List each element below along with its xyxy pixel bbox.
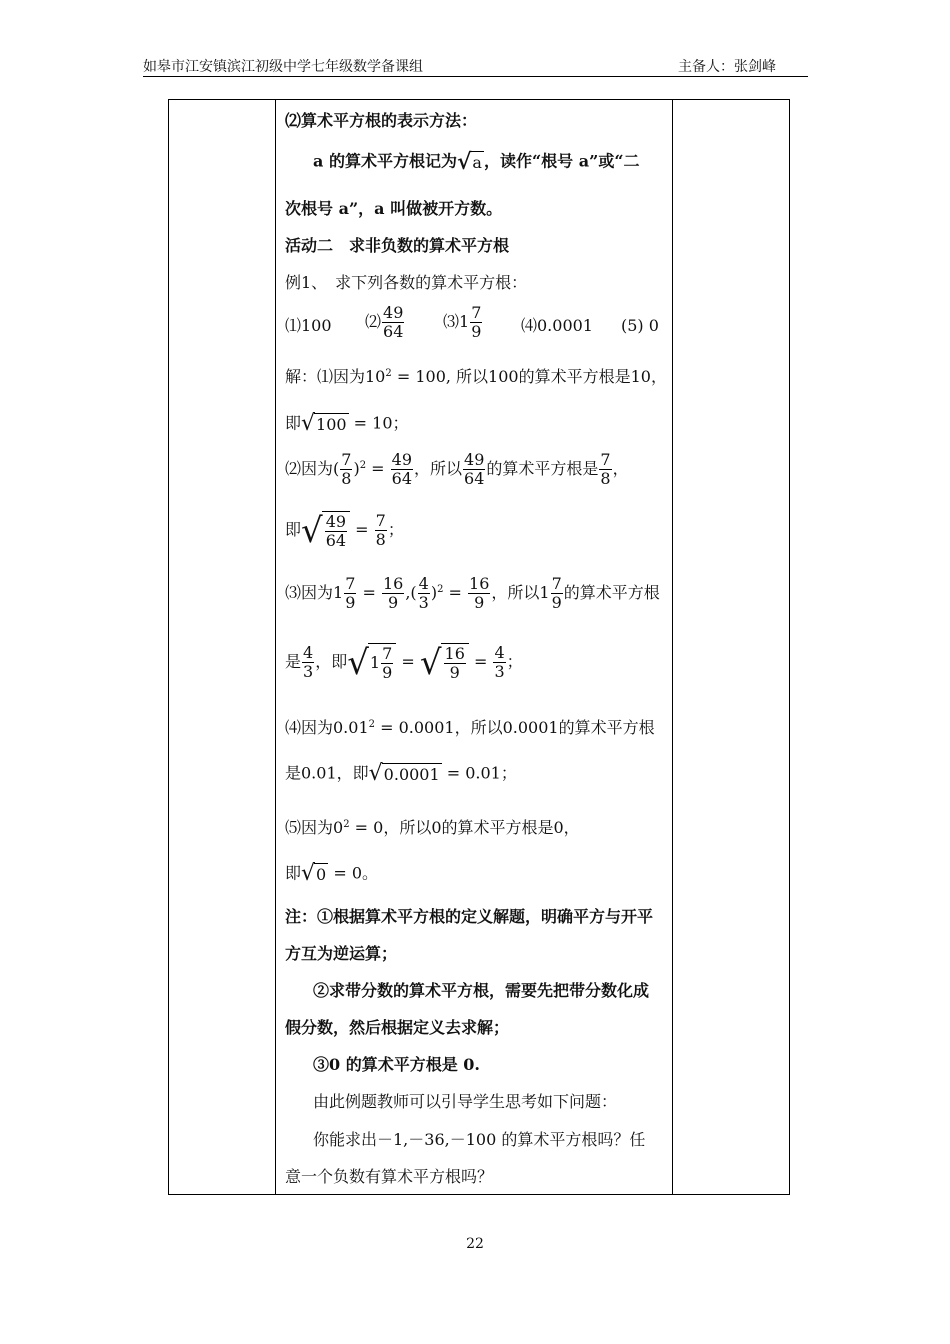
- section-title: ⑵算术平方根的表示方法：: [285, 111, 478, 130]
- solution-4-sqrt: 是0.01，即√0.0001 = 0.01；: [285, 761, 517, 786]
- solution-5-sqrt: 即√0 = 0。: [285, 861, 378, 886]
- note-2a: ②求带分数的算术平方根，需要先把带分数化成: [313, 981, 650, 1000]
- example-intro: 例1、 求下列各数的算术平方根：: [285, 273, 528, 292]
- note-1a: 注：①根据算术平方根的定义解题，明确平方与开平: [285, 907, 654, 926]
- lesson-content: [285, 99, 670, 1195]
- item-2: ⑵ $\frac{49}{64}$: [365, 303, 404, 341]
- solution-4: ⑷因为$0.01^2 = 0.0001$，所以0.0001的算术平方根: [285, 718, 655, 737]
- guide-1: 由此例题教师可以引导学生思考如下问题：: [313, 1092, 618, 1111]
- header-school: 如皋市江安镇滨江初级中学七年级数学备课组: [143, 59, 423, 75]
- guide-2b: 意一个负数有算术平方根吗？: [285, 1167, 494, 1186]
- note-2b: 假分数，然后根据定义去求解；: [285, 1018, 510, 1037]
- solution-1: 解：⑴因为$10^2 = 100$, 所以100的算术平方根是10，: [285, 367, 667, 386]
- header-author: 主备人：张剑峰: [678, 59, 776, 75]
- sqrt-a: √a: [456, 149, 482, 175]
- table-divider-left: [275, 100, 276, 1194]
- activity-title: 活动二 求非负数的算术平方根: [285, 236, 510, 255]
- notation-line-2: 次根号 a”，a 叫做被开方数。: [285, 199, 503, 218]
- table-divider-right: [672, 100, 673, 1194]
- note-3: ③0 的算术平方根是 0.: [313, 1055, 480, 1074]
- page-header: [143, 56, 808, 77]
- notation-line-1: a 的算术平方根记为√a ，读作“根号 a”或“二: [313, 149, 640, 175]
- solution-3: ⑶因为1 $\frac{7}{9}$ = $\frac{16}{9}$ ,( $\frac{4}{3}$ )$^2$ = $\frac{16}{9}$ ，所以1 $\frac{7}{9}$ 的算术平方根: [285, 574, 660, 612]
- solution-5: ⑸因为$0^2 = 0$，所以0的算术平方根是0，: [285, 818, 580, 837]
- solution-1-sqrt: 即√100 = 10；: [285, 411, 409, 436]
- item-5: (5) 0: [621, 316, 659, 335]
- item-4: ⑷0.0001: [521, 316, 593, 335]
- solution-3-sqrt: 是 $\frac{4}{3}$ ，即√1 $\frac{7}{9}$ = √ $\frac{16}{9}$ = $\frac{4}{3}$ ；: [285, 642, 523, 683]
- solution-2: ⑵因为( $\frac{7}{8}$ )$^2$ = $\frac{49}{64}$ ，所以 $\frac{49}{64}$ 的算术平方根是 $\frac{7}{8}$ ，: [285, 450, 629, 488]
- guide-2a: 你能求出－1,－36,－100 的算术平方根吗？任: [313, 1130, 646, 1149]
- example-items: [285, 304, 670, 348]
- item-1: ⑴100: [285, 316, 332, 335]
- page-number: 22: [466, 1236, 484, 1252]
- item-3: ⑶1 $\frac{7}{9}$: [443, 303, 482, 341]
- solution-2-sqrt: 即√ $\frac{49}{64}$ = $\frac{7}{8}$ ；: [285, 510, 404, 551]
- note-1b: 方互为逆运算；: [285, 944, 398, 963]
